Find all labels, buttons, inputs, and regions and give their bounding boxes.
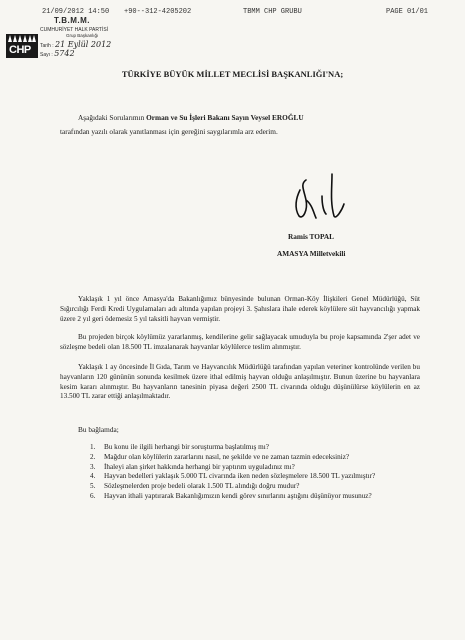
logo-text: CHP	[9, 44, 31, 56]
intro-minister: Orman ve Su İşleri Bakanı Sayın Veysel EROĞLU	[146, 113, 304, 122]
received-stamp	[40, 16, 136, 62]
stamp-date-value: 21 Eylül 2012	[55, 40, 112, 49]
body-paragraph: Yaklaşık 1 ay öncesinde İl Gıda, Tarım ve Hayvancılık Müdürlüğü tarafından yapılan veteriner kontrolünde verilen bu hayvanların 120 gününün sonunda kesilmek üzere ithal edilmiş hayvan olduğu anlaşılmıştır. Bunun üzerine bu hayvanlara kesim kararı alınmıştır. Bu hayvanların tanesinin piyasa değeri 2500 TL civarında olduğu düşünülürse köylülerin en az 13.500 TL zarar ettiği anlaşılmaktadır.	[60, 363, 420, 401]
question-list	[90, 443, 400, 502]
body-paragraph: Yaklaşık 1 yıl önce Amasya'da Bakanlığımız bünyesinde bulunan Orman-Köy İlişkileri Genel Müdürlüğü, Süt Sığırcılığı Ferdi Kredi Uygulamaları adı altında yapılan projeyi 3. Şahıslara ihale ederek köylülere süt hayvancılığı yapmak üzere 2 yıl geri ödemesiz 5 yıl taksitli hayvan vermiştir.	[60, 295, 420, 323]
intro-pre: Aşağıdaki Sorularımın	[78, 113, 147, 122]
question-item: 6. Hayvan ithali yaptırarak Bakanlığımızın kendi görev sınırlarını aştığını düşünüyor musunuz?	[90, 491, 372, 500]
question-item: 4. Hayvan bedelleri yaklaşık 5.000 TL civarında iken neden sözleşmelere 18.500 TL yazılmıştır?	[90, 472, 376, 481]
stamp-number-row	[40, 49, 75, 58]
document-title: TÜRKİYE BÜYÜK MİLLET MECLİSİ BAŞKANLIĞI'NA;	[121, 69, 344, 79]
intro-post: tarafından yazılı olarak yanıtlanması için gereğini saygılarımla arz ederim.	[60, 127, 278, 136]
fax-organization: TBMM CHP GRUBU	[243, 8, 302, 16]
fax-number: +90--312-4205202	[124, 8, 192, 16]
signer-title: AMASYA Milletvekili	[277, 249, 346, 258]
fax-page: PAGE 01/01	[386, 8, 429, 16]
signer-name: Ramis TOPAL	[288, 232, 335, 241]
signature-icon	[282, 170, 352, 226]
body-paragraph: Bu projeden birçok köylümüz yararlanmış, kendilerine gelir sağlayacak umuduyla bu proje kapsamında 2'şer adet ve sözleşme bedeli olan 18.500 TL imzalanarak hayvanlar köylülerce teslim alınmıştır.	[60, 333, 420, 351]
stamp-date-row	[40, 40, 111, 49]
stamp-number-label: Sayı :	[40, 52, 53, 58]
question-item: 1. Bu konu ile ilgili herhangi bir soruşturma başlatılmış mı?	[90, 443, 269, 451]
questions-intro: Bu bağlamda;	[78, 425, 119, 434]
stamp-number-value: 5742	[54, 49, 75, 58]
stamp-party: CUMHURİYET HALK PARTİSİ	[40, 27, 109, 33]
stamp-date-label: Tarih :	[40, 43, 54, 49]
question-item: 3. İhaleyi alan şirket hakkında herhangi bir yaptırım uyguladınız mı?	[90, 462, 295, 471]
stamp-title: T.B.M.M.	[54, 16, 90, 25]
fax-datetime: 21/09/2012 14:50	[42, 8, 110, 16]
stamp-group: Grup Başkanlığı	[66, 33, 99, 38]
question-item: 5. Sözleşmelerden proje bedeli olarak 1.500 TL alındığı doğru mudur?	[90, 482, 300, 491]
question-item: 2. Mağdur olan köylülerin zararlarını nasıl, ne şekilde ve ne zaman tazmin edeceksiniz?	[90, 452, 350, 461]
intro-paragraph	[60, 111, 420, 139]
